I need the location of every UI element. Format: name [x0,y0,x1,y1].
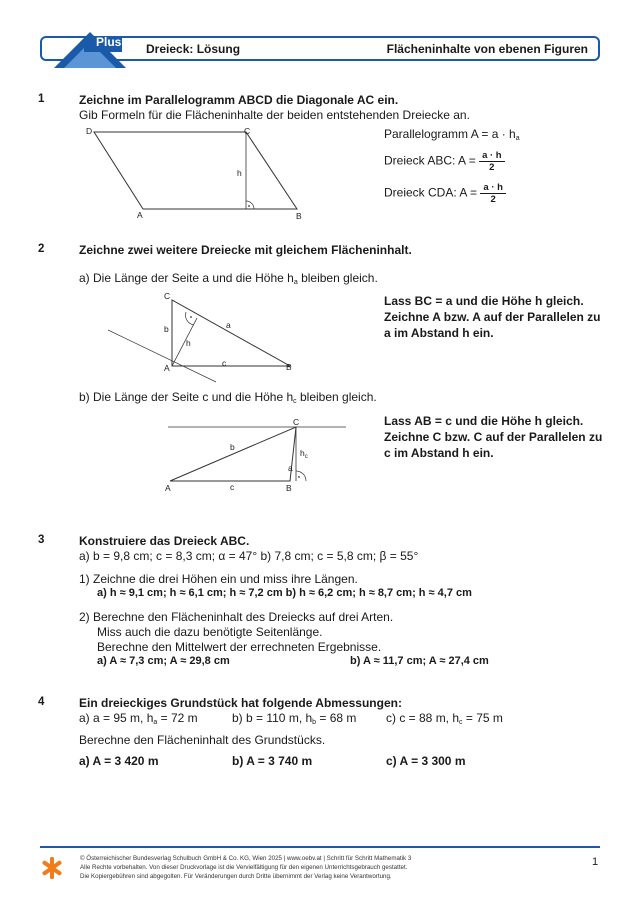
subtask-b-text [79,390,377,405]
copyright-line: © Österreichischer Bundesverlag Schulbuch GmbH & Co. KG, Wien 2025 | www.oebv.at | Schritt für Schritt Mathematik 3 [80,855,412,862]
vertex-b-label: B [286,362,292,372]
publisher-logo-icon [40,856,64,880]
side-c-label: c [230,482,235,492]
task-title: Zeichne im Parallelogramm ABCD die Diagonale AC ein. [79,93,399,107]
vertex-c-label: C [293,417,300,427]
parallelogram-formula [384,127,520,142]
given-c [386,711,503,726]
answer-b: b) A = 3 740 m [232,754,313,768]
subtask-a-subscript: a [293,279,298,286]
solution-line: c im Abstand h ein. [384,446,494,460]
height-label [300,448,308,460]
task-number: 1 [38,93,45,105]
given-b-subscript: b [312,719,317,726]
footer-divider [40,846,600,848]
task-subtitle: Gib Formeln für die Flächeninhalte der beiden entstehenden Dreiecke an. [79,108,470,122]
solution-line: Zeichne C bzw. C auf der Parallelen zu [384,430,603,444]
given-a-text: a) a = 95 m, h [79,711,154,725]
given-b-text: b) b = 110 m, h [232,711,313,725]
triangle-figure-b [160,414,360,496]
height-subscript: c [304,454,308,460]
vertex-d-label: D [86,126,93,136]
height-label: h [237,168,242,178]
question-2-answer-b: b) A ≈ 11,7 cm; A ≈ 27,4 cm [350,655,489,667]
side-b-label: b [164,324,169,334]
task-number: 4 [38,696,45,708]
page-number: 1 [592,856,599,868]
side-a-label: a [288,463,293,473]
fraction-denominator: 2 [490,194,496,205]
subtask-b-text-1: b) Die Länge der Seite c und die Höhe h [79,390,294,404]
fraction-numerator: a · h [479,150,505,162]
given-values: a) b = 9,8 cm; c = 8,3 cm; α = 47° b) 7,8 cm; c = 5,8 cm; β = 55° [79,549,419,563]
vertex-c-label: C [244,126,251,136]
solution-line: Lass BC = a und die Höhe h gleich. [384,294,584,308]
fraction-numerator: a · h [480,182,506,194]
fraction-denominator: 2 [489,162,495,173]
question-1: 1) Zeichne die drei Höhen ein und miss ihre Längen. [79,572,358,586]
given-a-end: = 72 m [157,711,198,725]
question-2 [79,610,393,655]
height-letter: h [300,448,305,458]
subtask-b-solution [384,413,602,461]
rights-line: Alle Rechte vorbehalten. Von dieser Druckvorlage ist die Vervielfältigung für den eigenen Unterrichtsgebrauch gestattet. [80,864,408,871]
side-b-label: b [230,442,235,452]
given-c-text: c) c = 88 m, h [386,711,460,725]
fees-line: Die Kopiergebühren sind abgegolten. Für Veränderungen durch Dritte übernimmt der Verlag keine Verantwortung. [80,873,392,880]
abc-label: Dreieck ABC: A = [384,153,476,168]
task-number: 3 [38,534,45,546]
question-line: 2) Berechne den Flächeninhalt des Dreiecks auf drei Arten. [79,610,394,624]
vertex-a-label: A [164,363,170,373]
triangle-figure-a [108,288,308,384]
vertex-b-label: B [296,211,302,221]
side-c-label: c [222,358,227,368]
subtask-a-text [79,271,378,286]
task-title: Zeichne zwei weitere Dreiecke mit gleichem Flächeninhalt. [79,243,412,257]
given-a-subscript: a [153,719,158,726]
task-title: Ein dreieckiges Grundstück hat folgende Abmessungen: [79,696,402,710]
subtask-b-subscript: c [293,398,297,405]
answer-c: c) A = 3 300 m [386,754,466,768]
vertex-a-label: A [165,483,171,493]
vertex-a-label: A [137,210,143,220]
vertex-b-label: B [286,483,292,493]
subtask-b-text-2: bleiben gleich. [296,390,377,404]
triangle-cda-formula [384,182,506,205]
instruction: Berechne den Flächeninhalt des Grundstücks. [79,733,326,747]
question-2-answer-a: a) A ≈ 7,3 cm; A ≈ 29,8 cm [97,655,230,667]
triangle-abc-formula [384,150,505,173]
logo-label: Plus [96,35,122,49]
height-label: h [186,338,191,348]
parallelogram-formula-text: Parallelogramm A = a · h [384,127,516,141]
solution-line: Zeichne A bzw. A auf der Parallelen zu [384,310,601,324]
vertex-c-label: C [164,291,171,301]
subtask-a-text-1: a) Die Länge der Seite a und die Höhe h [79,271,294,285]
given-b [232,711,356,726]
answer-a: a) A = 3 420 m [79,754,159,768]
given-a [79,711,198,726]
question-1-answer: a) h ≈ 9,1 cm; h ≈ 6,1 cm; h ≈ 7,2 cm b) h ≈ 6,2 cm; h ≈ 8,7 cm; h ≈ 4,7 cm [97,587,472,599]
given-b-end: = 68 m [316,711,357,725]
cda-label: Dreieck CDA: A = [384,185,478,200]
given-c-end: = 75 m [462,711,503,725]
solution-line: Lass AB = c und die Höhe h gleich. [384,414,584,428]
side-a-label: a [226,320,231,330]
worksheet-title: Dreieck: Lösung [146,42,241,56]
task-title: Konstruiere das Dreieck ABC. [79,534,250,548]
formula-subscript: a [515,135,520,142]
topic-title: Flächeninhalte von ebenen Figuren [386,42,588,56]
question-line: Berechne den Mittelwert der errechneten Ergebnisse. [97,640,382,654]
subtask-a-text-2: bleiben gleich. [297,271,378,285]
given-c-subscript: c [459,719,463,726]
question-line: Miss auch die dazu benötigte Seitenlänge. [97,625,323,639]
task-number: 2 [38,243,45,255]
parallelogram-figure [80,124,310,222]
solution-line: a im Abstand h ein. [384,326,494,340]
subtask-a-solution [384,293,601,341]
